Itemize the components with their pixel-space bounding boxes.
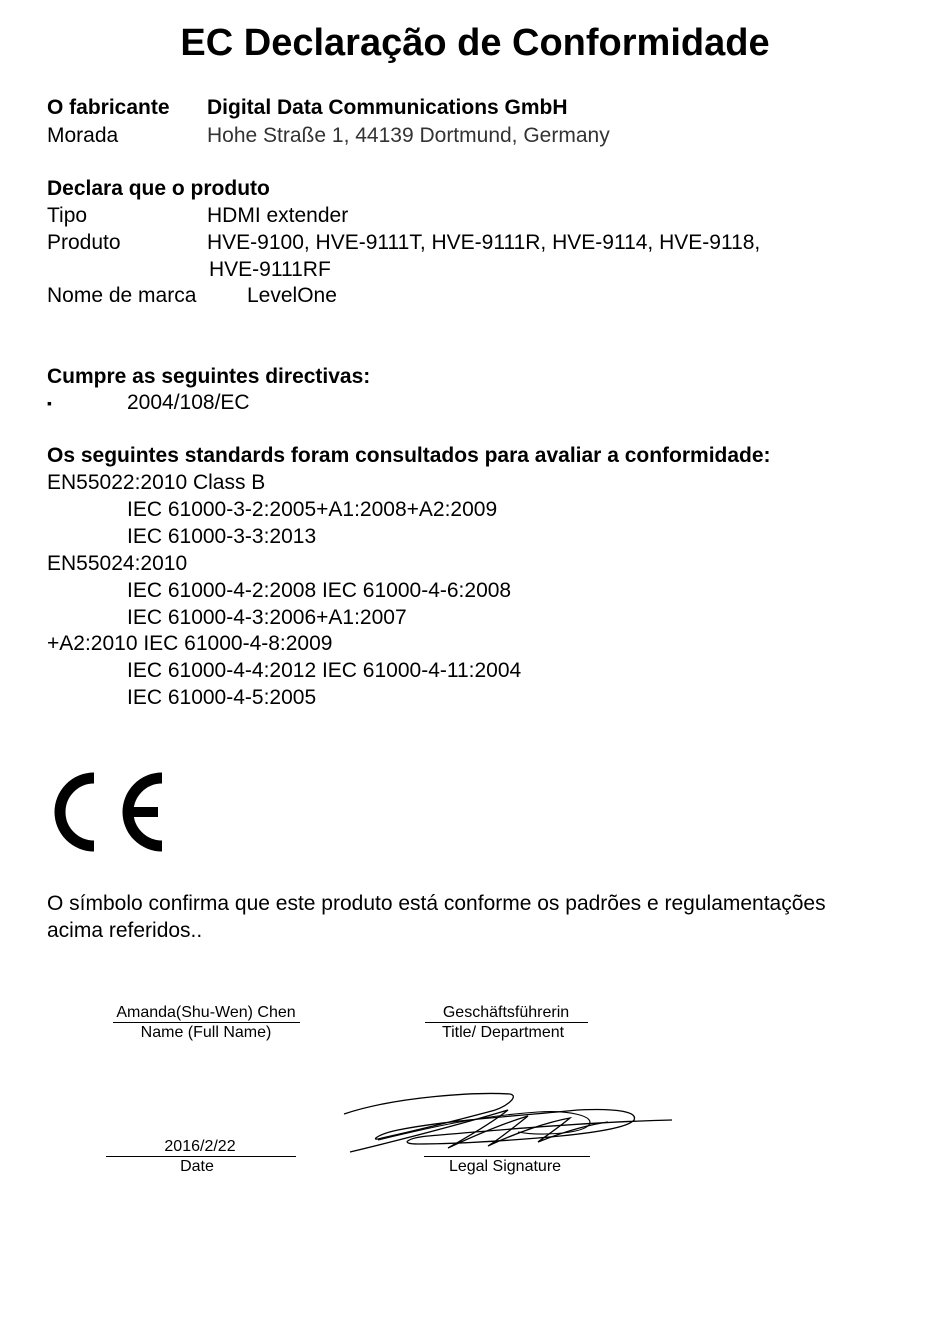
standard-line: +A2:2010 IEC 61000-4-8:2009 xyxy=(47,632,333,655)
directives-heading: Cumpre as seguintes directivas: xyxy=(47,365,371,388)
date-underline xyxy=(106,1156,296,1157)
signatory-name-value: Amanda(Shu-Wen) Chen xyxy=(116,1004,296,1021)
conformity-text-line1: O símbolo confirma que este produto está conforme os padrões e regulamentações xyxy=(47,892,826,915)
standard-line: IEC 61000-3-3:2013 xyxy=(127,525,317,548)
date-label: Date xyxy=(180,1158,214,1175)
brand-value: LevelOne xyxy=(247,284,337,307)
signatory-name-label: Name (Full Name) xyxy=(140,1024,272,1041)
manufacturer-label: O fabricante xyxy=(47,96,170,119)
date-value: 2016/2/22 xyxy=(164,1138,236,1155)
conformity-text-line2: acima referidos.. xyxy=(47,919,203,942)
address-label: Morada xyxy=(47,124,119,147)
signature-underline xyxy=(424,1156,590,1157)
signatory-title-value: Geschäftsführerin xyxy=(442,1004,570,1021)
standard-line: IEC 61000-4-2:2008 IEC 61000-4-6:2008 xyxy=(127,579,512,602)
type-value: HDMI extender xyxy=(207,204,349,227)
type-label: Tipo xyxy=(47,204,88,227)
name-underline xyxy=(113,1022,300,1023)
ce-mark-icon xyxy=(52,770,170,854)
manufacturer-value: Digital Data Communications GmbH xyxy=(207,96,568,119)
product-models-line1: HVE-9100, HVE-9111T, HVE-9111R, HVE-9114, HVE-9118, xyxy=(207,231,761,254)
standard-line: IEC 61000-4-3:2006+A1:2007 xyxy=(127,606,407,629)
document-title: EC Declaração de Conformidade xyxy=(180,22,770,64)
brand-label: Nome de marca xyxy=(47,284,197,307)
product-heading: Declara que o produto xyxy=(47,177,270,200)
standard-line: EN55022:2010 Class B xyxy=(47,471,266,494)
standard-line: IEC 61000-4-5:2005 xyxy=(127,686,317,709)
directive-item: 2004/108/EC xyxy=(127,391,250,414)
directive-bullet: ▪ xyxy=(47,395,52,411)
address-value: Hohe Straße 1, 44139 Dortmund, Germany xyxy=(207,124,610,147)
signatory-title-label: Title/ Department xyxy=(441,1024,565,1041)
standards-heading: Os seguintes standards foram consultados para avaliar a conformidade: xyxy=(47,444,771,467)
standard-line: IEC 61000-3-2:2005+A1:2008+A2:2009 xyxy=(127,498,498,521)
product-label: Produto xyxy=(47,231,121,254)
handwritten-signature xyxy=(338,1082,678,1162)
legal-signature-label: Legal Signature xyxy=(448,1158,562,1175)
standard-line: IEC 61000-4-4:2012 IEC 61000-4-11:2004 xyxy=(127,659,522,682)
product-models-line2: HVE-9111RF xyxy=(209,258,331,281)
standard-line: EN55024:2010 xyxy=(47,552,188,575)
title-underline xyxy=(425,1022,588,1023)
